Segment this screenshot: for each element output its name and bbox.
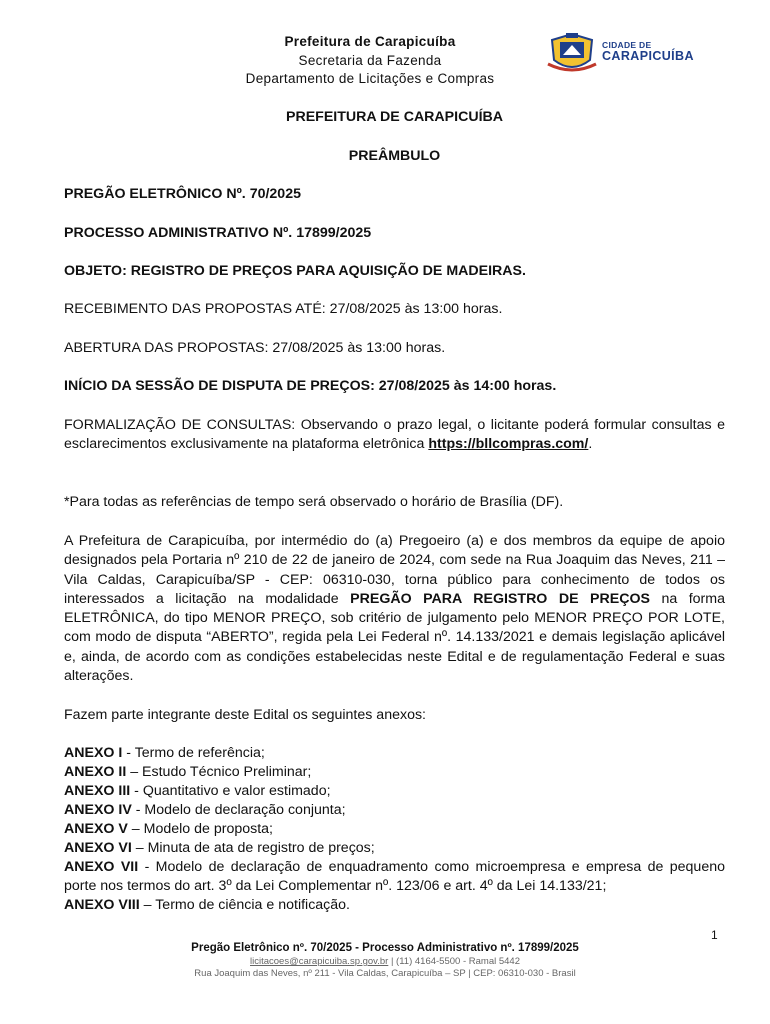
- session-start: INÍCIO DA SESSÃO DE DISPUTA DE PREÇOS: 27/08/2025 às 14:00 horas.: [64, 378, 557, 394]
- time-reference-note: *Para todas as referências de tempo será observado o horário de Brasília (DF).: [64, 494, 564, 510]
- annex-item: [64, 763, 725, 782]
- annex-label: ANEXO V: [64, 821, 128, 837]
- object-line: OBJETO: REGISTRO DE PREÇOS PARA AQUISIÇÃO DE MADEIRAS.: [64, 263, 526, 279]
- logo-label-city: CARAPICUÍBA: [602, 49, 694, 63]
- letterhead: [190, 33, 550, 89]
- intro-text-2: na forma ELETRÔNICA, do tipo MENOR PREÇO, sob critério de julgamento pelo MENOR PREÇO POR LOTE, com modo de disputa “ABERTO”, regida pela Lei Federal nº. 14.133/2021 e demais legislação aplicável e, ainda, de acordo com as condições estabelecidas neste Edital e de regulamentação Federal e suas alterações.: [64, 590, 725, 685]
- annex-item: [64, 744, 725, 763]
- pregao-number: PREGÃO ELETRÔNICO Nº. 70/2025: [64, 186, 301, 202]
- intro-modality: PREGÃO PARA REGISTRO DE PREÇOS: [350, 590, 650, 607]
- footer-contact: [0, 956, 770, 968]
- city-logo: [546, 30, 696, 74]
- header-secretariat: Secretaria da Fazenda: [298, 52, 442, 68]
- coat-of-arms-icon: [546, 30, 598, 74]
- header-department: Departamento de Licitações e Compras: [245, 71, 495, 86]
- annex-label: ANEXO III: [64, 783, 131, 799]
- annex-item: [64, 896, 725, 915]
- annex-label: ANEXO I: [64, 745, 123, 761]
- receipt-deadline: RECEBIMENTO DAS PROPOSTAS ATÉ: 27/08/2025 às 13:00 horas.: [64, 301, 503, 317]
- annex-desc: - Modelo de declaração de enquadramento como microempresa e empresa de pequeno porte nos termos do art. 3º da Lei Complementar nº. 123/06 e art. 4º da Lei 14.133/21;: [64, 859, 725, 894]
- page-footer: [0, 941, 770, 980]
- footer-reference: Pregão Eletrônico nº. 70/2025 - Processo Administrativo nº. 17899/2025: [191, 942, 579, 954]
- header-org: Prefeitura de Carapicuíba: [284, 34, 456, 49]
- intro-text-1: A Prefeitura de Carapicuíba, por intermédio do (a) Pregoeiro (a) e dos membros da equipe de apoio designados pela Portaria nº 210 de 22 de janeiro de 2024, com sede na Rua Joaquim das Neves, 211 – Vila Caldas, Carapicuíba/SP - CEP: 06310-030, torna público para conhecimento de todos os interessados a licitação na modalidade: [64, 533, 725, 607]
- consultation-tail: .: [588, 436, 593, 453]
- annex-desc: – Estudo Técnico Preliminar;: [126, 764, 312, 780]
- consultation-text: FORMALIZAÇÃO DE CONSULTAS: Observando o prazo legal, o licitante poderá formular consultas e esclarecimentos exclusivamente na plataforma eletrônica: [64, 417, 725, 453]
- annex-item: [64, 858, 725, 896]
- annex-desc: – Modelo de proposta;: [127, 821, 273, 837]
- footer-address: Rua Joaquim das Neves, nº 211 - Vila Caldas, Carapicuíba – SP | CEP: 06310-030 - Brasil: [194, 968, 576, 979]
- annex-desc: - Termo de referência;: [122, 745, 265, 761]
- footer-phone: | (11) 4164-5500 - Ramal 5442: [388, 956, 520, 967]
- preamble-heading: PREÂMBULO: [348, 148, 441, 164]
- annex-desc: – Minuta de ata de registro de preços;: [131, 840, 375, 856]
- doc-title: PREFEITURA DE CARAPICUÍBA: [285, 109, 504, 125]
- logo-label-top: CIDADE DE: [602, 40, 652, 50]
- intro-paragraph: [64, 532, 725, 686]
- annex-desc: - Modelo de declaração conjunta;: [131, 802, 346, 818]
- annex-intro: Fazem parte integrante deste Edital os seguintes anexos:: [64, 707, 426, 723]
- annex-label: ANEXO VIII: [64, 897, 140, 913]
- annex-list: [64, 744, 725, 915]
- footer-email-link[interactable]: licitacoes@carapicuiba.sp.gov.br: [250, 956, 389, 967]
- annex-label: ANEXO VII: [64, 859, 139, 875]
- consultation-paragraph: [64, 416, 725, 455]
- annex-label: ANEXO II: [64, 764, 127, 780]
- page-number: 1: [711, 928, 718, 942]
- annex-label: ANEXO VI: [64, 840, 132, 856]
- annex-desc: - Quantitativo e valor estimado;: [130, 783, 331, 799]
- annex-desc: – Termo de ciência e notificação.: [139, 897, 350, 913]
- annex-label: ANEXO IV: [64, 802, 132, 818]
- opening-date: ABERTURA DAS PROPOSTAS: 27/08/2025 às 13:00 horas.: [64, 340, 446, 356]
- annex-item: [64, 801, 725, 820]
- platform-link[interactable]: https://bllcompras.com/: [428, 436, 589, 453]
- process-number: PROCESSO ADMINISTRATIVO Nº. 17899/2025: [64, 225, 372, 241]
- annex-item: [64, 839, 725, 858]
- annex-item: [64, 820, 725, 839]
- annex-item: [64, 782, 725, 801]
